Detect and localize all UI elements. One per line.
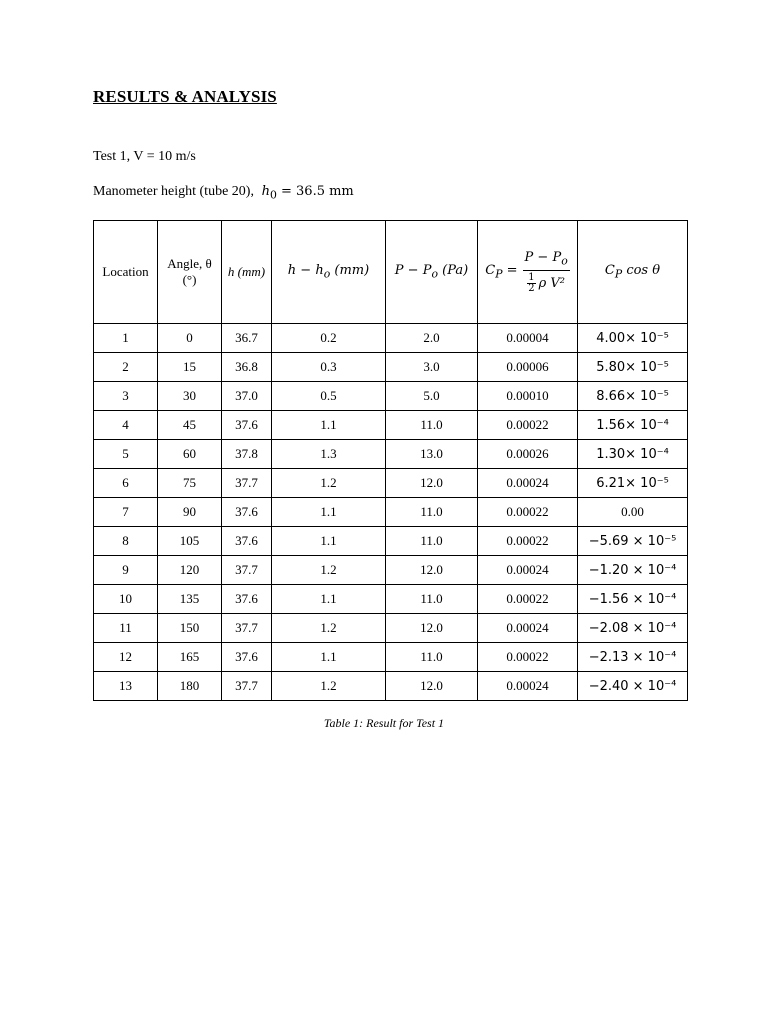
table-row <box>94 585 688 614</box>
col-header-cp-cos: $C_P$ cos θ <box>578 221 688 324</box>
cell-h: 37.7 <box>222 469 272 498</box>
cell-angle: 60 <box>158 440 222 469</box>
cell-h-minus-ho: 1.2 <box>272 469 386 498</box>
cell-h-minus-ho: 1.2 <box>272 614 386 643</box>
table-row <box>94 556 688 585</box>
manometer-var: h <box>261 184 270 199</box>
cell-location: 13 <box>94 672 158 701</box>
table-row <box>94 382 688 411</box>
cell-cp-cos: −1.56 × 10⁻⁴ <box>578 585 688 614</box>
cell-cp-cos: −5.69 × 10⁻⁵ <box>578 527 688 556</box>
cell-cp: 0.00024 <box>478 614 578 643</box>
cell-h: 37.6 <box>222 643 272 672</box>
cell-p-minus-po: 11.0 <box>386 643 478 672</box>
cell-h-minus-ho: 1.1 <box>272 585 386 614</box>
page-heading: RESULTS & ANALYSIS <box>93 87 277 106</box>
col-header-angle: Angle, θ (°) <box>158 221 222 324</box>
cell-p-minus-po: 3.0 <box>386 353 478 382</box>
cell-location: 7 <box>94 498 158 527</box>
cell-cp-cos: −2.08 × 10⁻⁴ <box>578 614 688 643</box>
cell-h: 37.6 <box>222 498 272 527</box>
cell-location: 10 <box>94 585 158 614</box>
cell-location: 8 <box>94 527 158 556</box>
cell-cp-cos: 8.66× 10⁻⁵ <box>578 382 688 411</box>
cell-cp-cos: 5.80× 10⁻⁵ <box>578 353 688 382</box>
cell-cp: 0.00024 <box>478 469 578 498</box>
cell-cp: 0.00010 <box>478 382 578 411</box>
cell-h-minus-ho: 1.1 <box>272 643 386 672</box>
table-row <box>94 411 688 440</box>
cell-cp: 0.00022 <box>478 411 578 440</box>
cell-location: 12 <box>94 643 158 672</box>
cell-h: 37.7 <box>222 614 272 643</box>
cell-h-minus-ho: 1.3 <box>272 440 386 469</box>
cell-p-minus-po: 12.0 <box>386 469 478 498</box>
cell-h: 37.6 <box>222 411 272 440</box>
cell-p-minus-po: 12.0 <box>386 556 478 585</box>
table-caption: Table 1: Result for Test 1 <box>323 716 445 730</box>
cell-cp-cos: −2.13 × 10⁻⁴ <box>578 643 688 672</box>
cell-h-minus-ho: 1.2 <box>272 672 386 701</box>
cell-cp: 0.00006 <box>478 353 578 382</box>
cell-p-minus-po: 2.0 <box>386 324 478 353</box>
cell-cp-cos: 1.56× 10⁻⁴ <box>578 411 688 440</box>
table-header-row <box>94 221 688 324</box>
cell-p-minus-po: 11.0 <box>386 411 478 440</box>
cell-location: 4 <box>94 411 158 440</box>
cell-location: 6 <box>94 469 158 498</box>
cell-location: 1 <box>94 324 158 353</box>
cell-p-minus-po: 5.0 <box>386 382 478 411</box>
manometer-number: = 36.5 mm <box>281 184 354 199</box>
table-row <box>94 527 688 556</box>
cell-h-minus-ho: 0.5 <box>272 382 386 411</box>
manometer-sub: 0 <box>269 188 277 202</box>
table-row <box>94 614 688 643</box>
table-row <box>94 353 688 382</box>
cell-h: 37.7 <box>222 556 272 585</box>
cell-cp-cos: 0.00 <box>578 498 688 527</box>
cell-location: 2 <box>94 353 158 382</box>
cell-angle: 105 <box>158 527 222 556</box>
col-header-cp-formula: $C_P$ = $P - P_o$ $\frac{1}{2}$ ρ V² <box>478 221 578 324</box>
table-row <box>94 672 688 701</box>
cell-h-minus-ho: 1.1 <box>272 498 386 527</box>
cell-p-minus-po: 12.0 <box>386 672 478 701</box>
cell-angle: 75 <box>158 469 222 498</box>
cell-h: 37.6 <box>222 527 272 556</box>
cell-p-minus-po: 11.0 <box>386 498 478 527</box>
cell-location: 3 <box>94 382 158 411</box>
cell-angle: 45 <box>158 411 222 440</box>
cell-h: 36.7 <box>222 324 272 353</box>
cell-cp-cos: −1.20 × 10⁻⁴ <box>578 556 688 585</box>
cell-cp-cos: 6.21× 10⁻⁵ <box>578 469 688 498</box>
manometer-value <box>257 184 354 202</box>
cell-angle: 90 <box>158 498 222 527</box>
results-table <box>93 220 688 701</box>
table-row <box>94 324 688 353</box>
manometer-label: Manometer height (tube 20), <box>93 184 254 199</box>
cell-p-minus-po: 11.0 <box>386 527 478 556</box>
cell-cp: 0.00024 <box>478 556 578 585</box>
cell-h-minus-ho: 0.3 <box>272 353 386 382</box>
table-row <box>94 643 688 672</box>
cell-cp: 0.00022 <box>478 585 578 614</box>
cell-angle: 120 <box>158 556 222 585</box>
manometer-line <box>93 184 354 202</box>
col-header-h-minus-ho: $h - h_o$ (mm) <box>272 221 386 324</box>
cell-cp: 0.00004 <box>478 324 578 353</box>
table-row <box>94 469 688 498</box>
cell-cp: 0.00024 <box>478 672 578 701</box>
cell-h: 37.6 <box>222 585 272 614</box>
cell-angle: 30 <box>158 382 222 411</box>
cell-p-minus-po: 13.0 <box>386 440 478 469</box>
cell-h-minus-ho: 0.2 <box>272 324 386 353</box>
cell-h-minus-ho: 1.1 <box>272 411 386 440</box>
cell-h-minus-ho: 1.2 <box>272 556 386 585</box>
table-row <box>94 440 688 469</box>
col-header-p-minus-po: $P - P_o$ (Pa) <box>386 221 478 324</box>
cell-cp: 0.00022 <box>478 527 578 556</box>
cell-h-minus-ho: 1.1 <box>272 527 386 556</box>
cell-cp-cos: −2.40 × 10⁻⁴ <box>578 672 688 701</box>
cell-location: 5 <box>94 440 158 469</box>
cell-cp: 0.00026 <box>478 440 578 469</box>
cell-angle: 135 <box>158 585 222 614</box>
cell-h: 37.0 <box>222 382 272 411</box>
cell-angle: 165 <box>158 643 222 672</box>
cell-location: 9 <box>94 556 158 585</box>
cell-cp: 0.00022 <box>478 498 578 527</box>
cell-cp: 0.00022 <box>478 643 578 672</box>
table-row <box>94 498 688 527</box>
cell-h: 36.8 <box>222 353 272 382</box>
cell-location: 11 <box>94 614 158 643</box>
cell-angle: 150 <box>158 614 222 643</box>
cell-cp-cos: 4.00× 10⁻⁵ <box>578 324 688 353</box>
cell-angle: 15 <box>158 353 222 382</box>
cell-cp-cos: 1.30× 10⁻⁴ <box>578 440 688 469</box>
test-conditions: Test 1, V = 10 m/s <box>93 149 196 164</box>
col-header-location: Location <box>94 221 158 324</box>
cell-p-minus-po: 11.0 <box>386 585 478 614</box>
cell-angle: 0 <box>158 324 222 353</box>
cell-h: 37.8 <box>222 440 272 469</box>
col-header-h: h (mm) <box>222 221 272 324</box>
cell-p-minus-po: 12.0 <box>386 614 478 643</box>
cell-h: 37.7 <box>222 672 272 701</box>
cell-angle: 180 <box>158 672 222 701</box>
